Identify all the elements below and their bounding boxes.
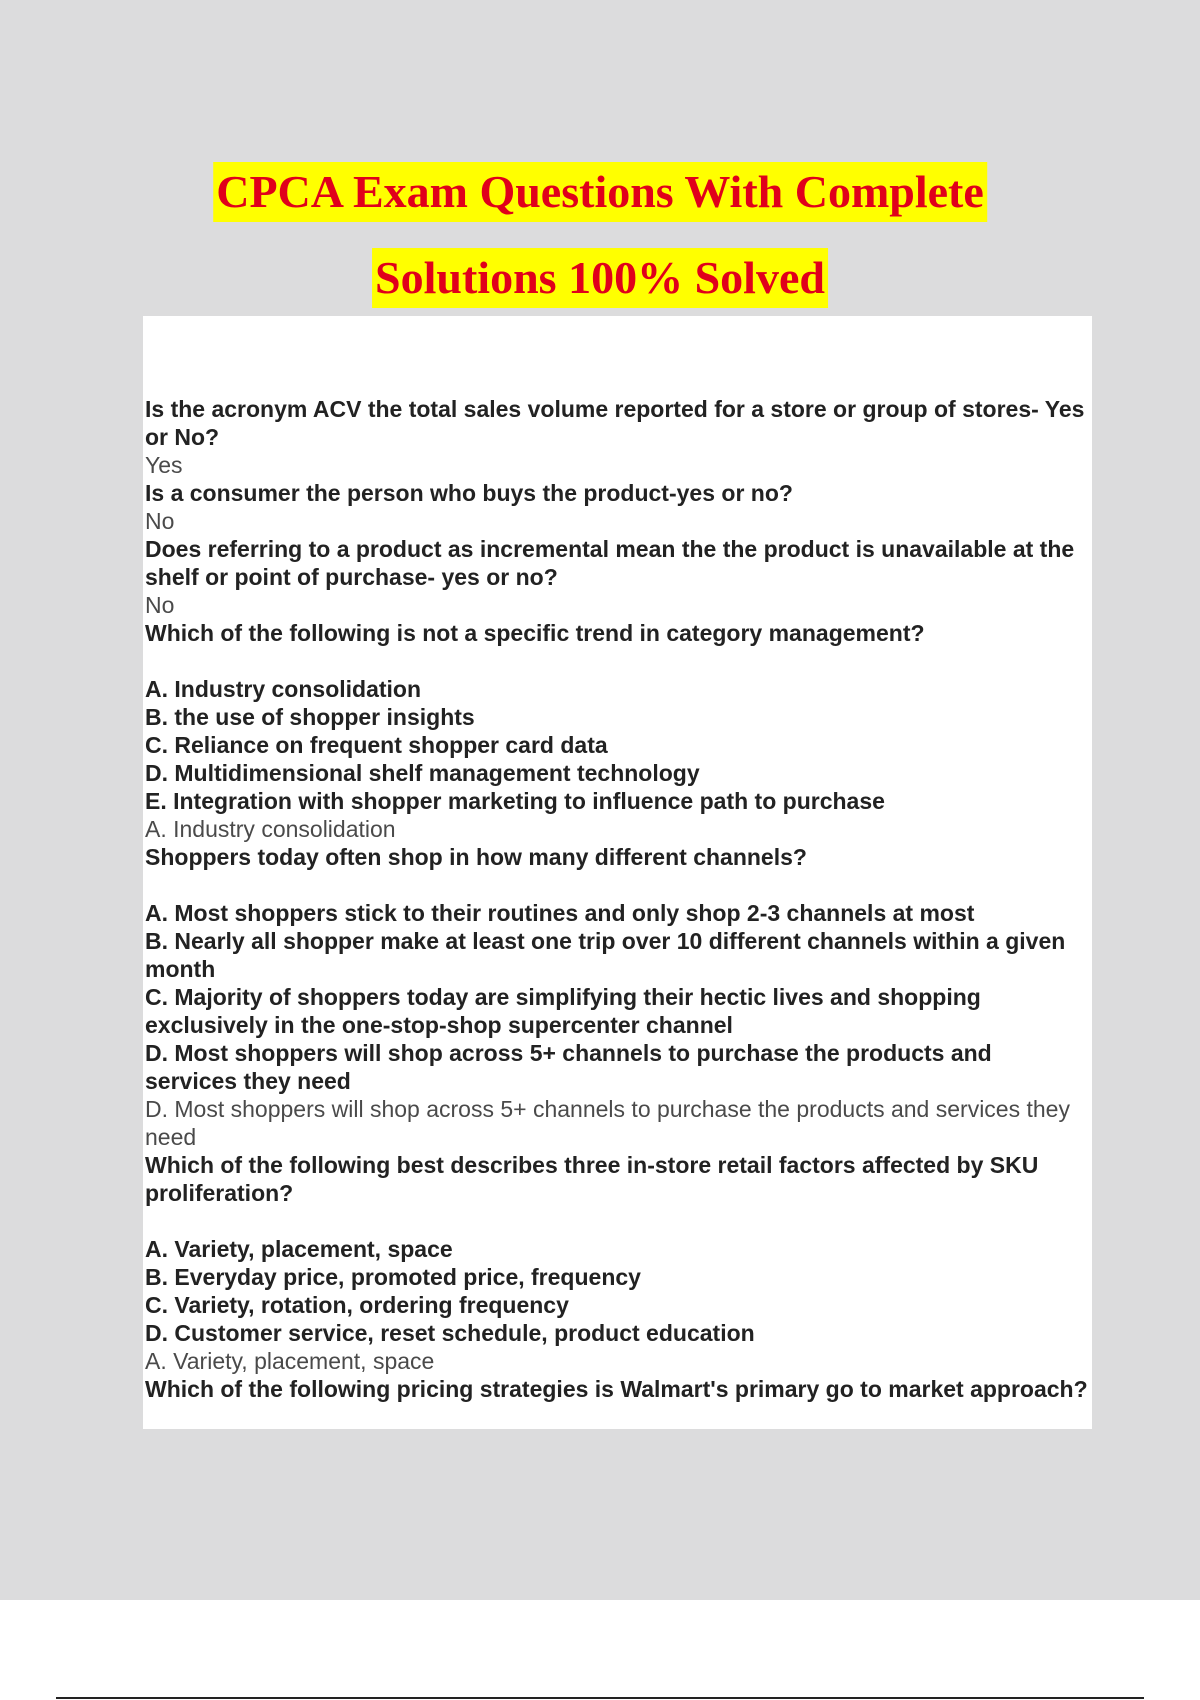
question-text: B. the use of shopper insights [145,704,475,730]
question-text: C. Majority of shoppers today are simplifying their hectic lives and shopping exclusively in the one-stop-shop supercenter channel [145,984,981,1038]
question-text: C. Reliance on frequent shopper card data [145,732,608,758]
answer-text: Yes [145,452,183,478]
question-text: Is a consumer the person who buys the product-yes or no? [145,480,793,506]
question-text: Which of the following is not a specific trend in category management? [145,620,925,646]
question-text: A. Variety, placement, space [145,1236,453,1262]
blank-line [145,647,1088,675]
question-text: D. Multidimensional shelf management technology [145,760,700,786]
blank-line [145,1207,1088,1235]
question-text: E. Integration with shopper marketing to influence path to purchase [145,788,885,814]
question-text: Shoppers today often shop in how many different channels? [145,844,807,870]
qa-content-panel [143,316,1092,1429]
question-text: B. Nearly all shopper make at least one trip over 10 different channels within a given month [145,928,1066,982]
question-text: D. Customer service, reset schedule, product education [145,1320,755,1346]
question-text: Is the acronym ACV the total sales volume reported for a store or group of stores- Yes or No? [145,396,1085,450]
answer-text: No [145,592,175,618]
answer-text: D. Most shoppers will shop across 5+ channels to purchase the products and services they need [145,1096,1070,1150]
title-line-1: CPCA Exam Questions With Complete [213,162,987,222]
question-text: Which of the following pricing strategies is Walmart's primary go to market approach? [145,1376,1088,1402]
question-text: Does referring to a product as incremental mean the the product is unavailable at the shelf or point of purchase- yes or no? [145,536,1075,590]
footer-divider [56,1697,1144,1699]
title-line-2: Solutions 100% Solved [372,248,828,308]
blank-line [145,871,1088,899]
question-text: B. Everyday price, promoted price, frequency [145,1264,641,1290]
question-text: D. Most shoppers will shop across 5+ channels to purchase the products and services they need [145,1040,992,1094]
question-text: Which of the following best describes three in-store retail factors affected by SKU proliferation? [145,1152,1039,1206]
question-text: A. Most shoppers stick to their routines and only shop 2-3 channels at most [145,900,975,926]
answer-text: A. Variety, placement, space [145,1348,435,1374]
answer-text: No [145,508,175,534]
answer-text: A. Industry consolidation [145,816,396,842]
question-text: A. Industry consolidation [145,676,422,702]
question-text: C. Variety, rotation, ordering frequency [145,1292,569,1318]
